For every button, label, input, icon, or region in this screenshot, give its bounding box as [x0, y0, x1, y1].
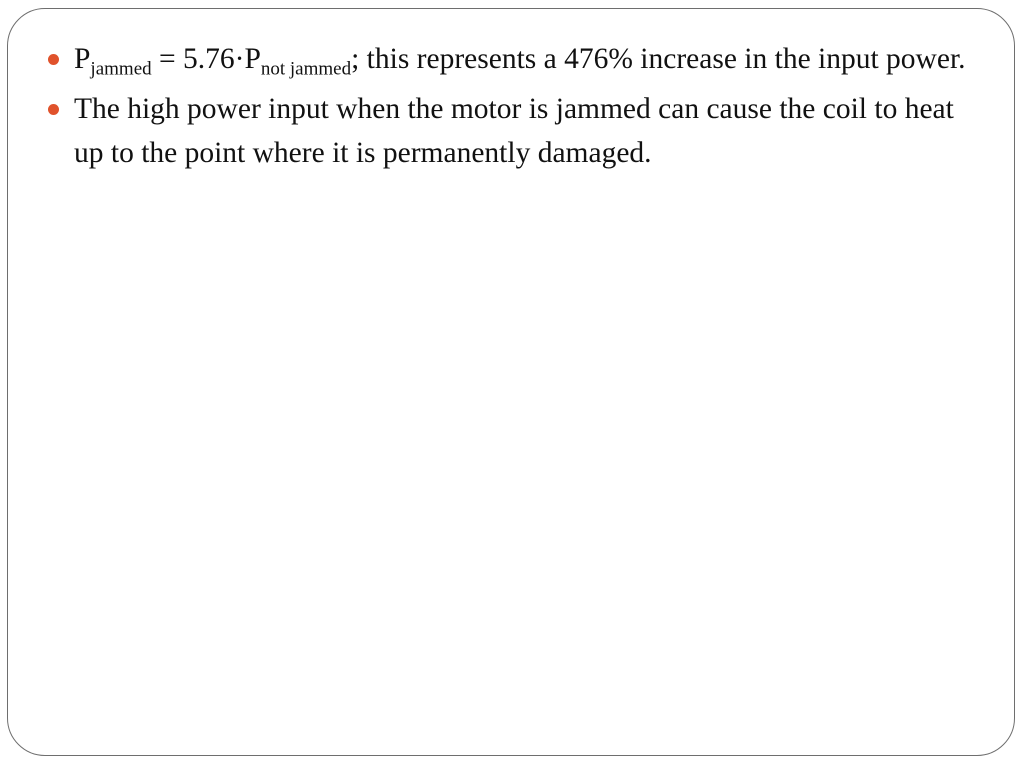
- bullet-text: [74, 43, 966, 80]
- slide-content: [46, 37, 986, 181]
- bullet-dot-icon: [48, 54, 59, 65]
- subscript-not-jammed: not jammed: [260, 58, 352, 80]
- bullet-item-power-equation: [46, 37, 986, 81]
- equation-value: = 5.76·P: [151, 43, 261, 75]
- bullet-item-coil-damage: [46, 87, 986, 175]
- bullet-dot-icon: [48, 104, 59, 115]
- subscript-jammed: jammed: [90, 58, 152, 80]
- slide-frame: [7, 8, 1015, 756]
- equation-explanation: ; this represents a 476% increase in the input power.: [351, 43, 966, 75]
- power-symbol: P: [74, 43, 91, 75]
- bullet-text: The high power input when the motor is jammed can cause the coil to heat up to the point where it is permanently damaged.: [74, 93, 954, 169]
